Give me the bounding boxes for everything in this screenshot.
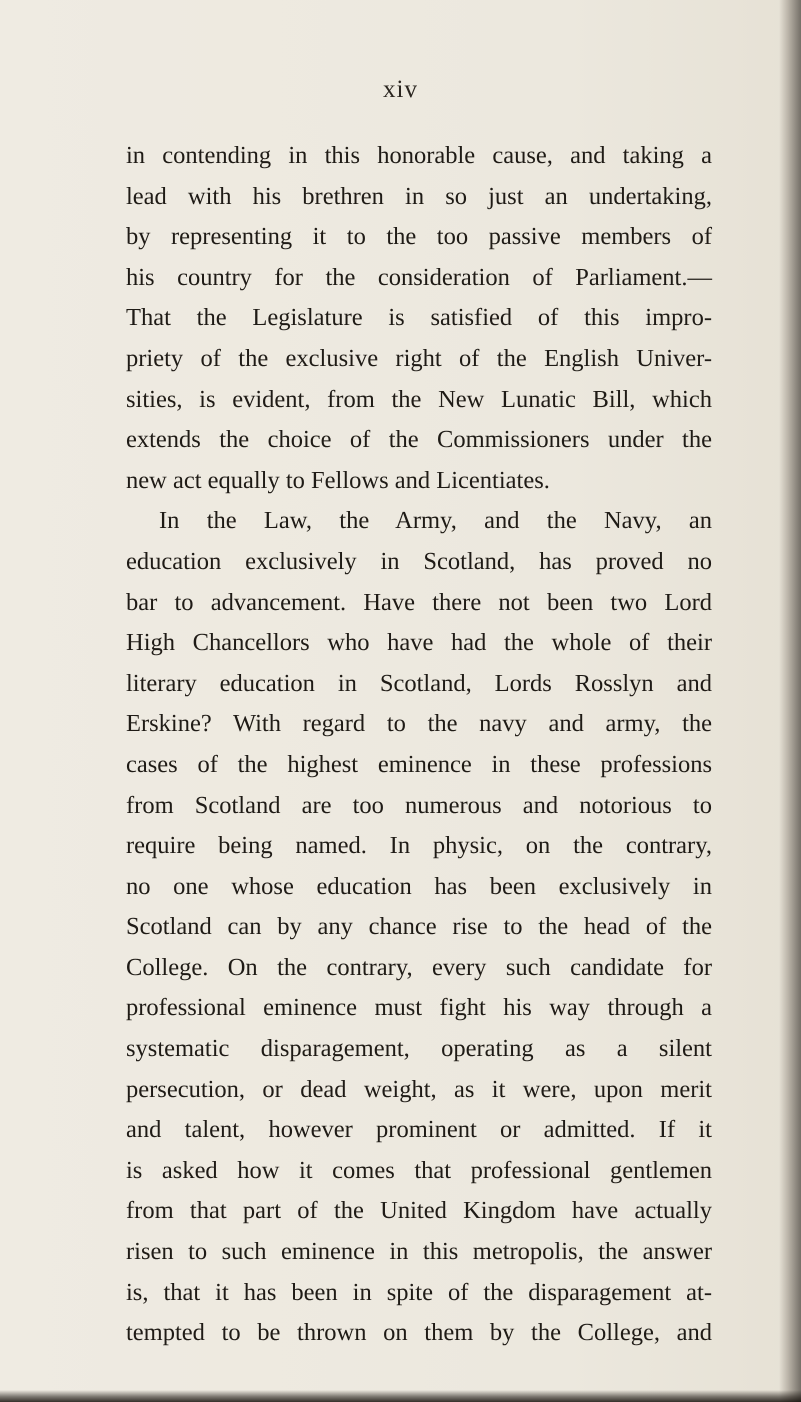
text-line: sities, is evident, from the New Lunatic Bill, which [126,385,712,413]
text-line: Erskine? With regard to the navy and army, the [126,710,712,738]
page-number: xiv [383,76,418,103]
text-line: Scotland can by any chance rise to the head of the [126,913,712,941]
text-line: tempted to be thrown on them by the College, and [126,1319,712,1347]
text-line: literary education in Scotland, Lords Rosslyn and [126,669,712,697]
text-line: from Scotland are too numerous and notorious to [126,791,712,819]
text-line: cases of the highest eminence in these professions [126,750,712,778]
text-line: is, that it has been in spite of the disparagement at- [126,1278,712,1306]
text-line: education exclusively in Scotland, has proved no [126,547,712,575]
text-line: lead with his brethren in so just an undertaking, [126,182,712,210]
text-line: priety of the exclusive right of the English Univer- [126,344,712,372]
text-line: That the Legislature is satisfied of this impro- [126,304,712,332]
text-line: College. On the contrary, every such candidate for [126,953,712,981]
body-text [126,136,712,1354]
text-line: no one whose education has been exclusively in [126,872,712,900]
text-line: from that part of the United Kingdom have actually [126,1197,712,1225]
text-line: In the Law, the Army, and the Navy, an [159,507,712,535]
text-line: professional eminence must fight his way through a [126,994,712,1022]
text-line: his country for the consideration of Parliament.— [126,263,712,291]
text-line: persecution, or dead weight, as it were, upon merit [126,1075,712,1103]
text-line: in contending in this honorable cause, and taking a [126,142,712,169]
text-line: and talent, however prominent or admitted. If it [126,1116,712,1144]
text-line: risen to such eminence in this metropolis, the answer [126,1238,712,1266]
text-line: by representing it to the too passive members of [126,223,712,251]
page-bottom-shadow [0,1390,801,1402]
text-line: High Chancellors who have had the whole of their [126,629,712,657]
text-line: extends the choice of the Commissioners under the [126,426,712,454]
page-edge-shadow [779,0,801,1402]
text-line: systematic disparagement, operating as a silent [126,1035,712,1063]
text-line: is asked how it comes that professional gentlemen [126,1156,712,1184]
text-line: require being named. In physic, on the contrary, [126,832,712,860]
text-line: new act equally to Fellows and Licentiates. [126,466,550,494]
text-line: bar to advancement. Have there not been two Lord [126,588,712,616]
